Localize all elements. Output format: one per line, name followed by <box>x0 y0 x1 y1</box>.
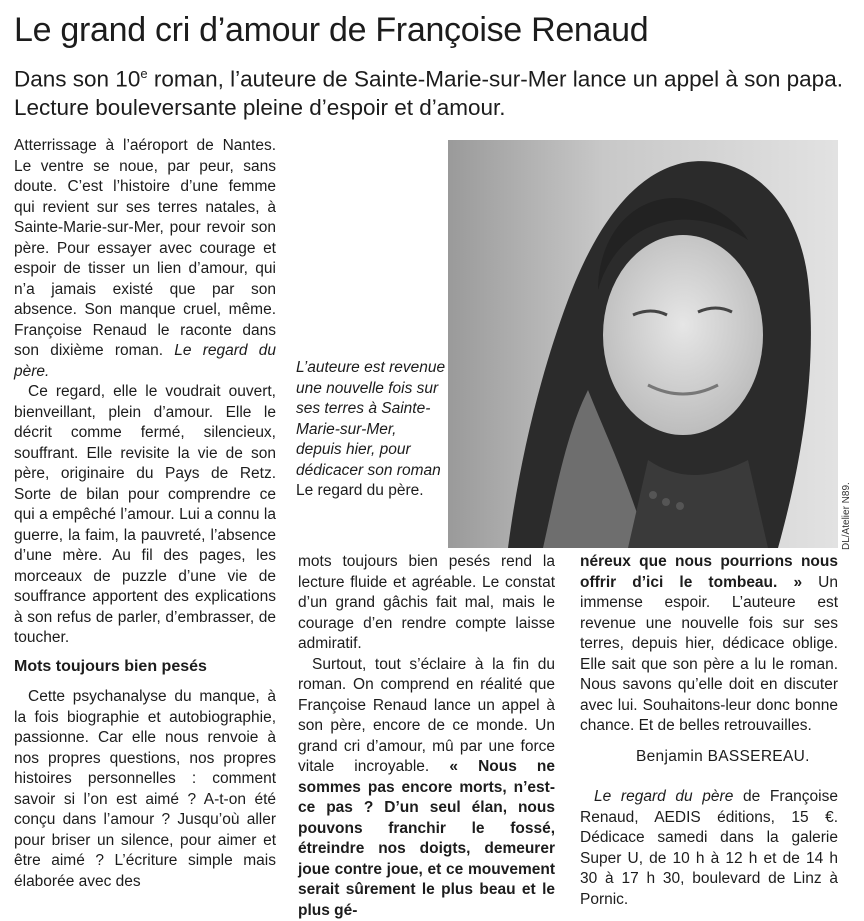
col3-paragraph-1 <box>580 552 838 737</box>
author-portrait-illustration <box>448 140 838 548</box>
col2-p2-text: Surtout, tout s’éclaire à la fin du roman. On comprend en réalité que Françoise Renaud lance un appel à son père, encore de ce monde. Un grand cri d’amour, mû par une force vitale incroyable. <box>298 656 555 776</box>
book-info <box>580 787 838 910</box>
article-column-1-continued <box>14 687 276 892</box>
author-photo <box>448 140 838 548</box>
photo-caption <box>296 358 446 502</box>
col1-paragraph-3: Cette psychanalyse du manque, à la fois biographie et autobiographie, passionne. Car elle nous renvoie à nos propres questions, nos propres histoires personnelles : comment savoir si l’on est aimé ? A-t-on été conçu dans l’amour ? Jusqu’où aller pour briser un silence, pour aimer et être aimé ? L’écriture simple mais élaborée avec des <box>14 687 276 892</box>
col3-p1-text: Un immense espoir. L’auteure est revenue une nouvelle fois sur ses terres, depuis hier, dédicace oblige. Elle sait que son père a lu le roman. Nous savons qu’elle doit en discuter avec lui. Souhaitons-leur donc bonne chance. Et de belles retrouvailles. <box>580 574 838 735</box>
caption-book-title: Le regard du père. <box>296 482 424 499</box>
subheading: Mots toujours bien pesés <box>14 657 207 677</box>
headline: Le grand cri d’amour de Françoise Renaud <box>14 8 854 52</box>
photo-credit <box>836 380 856 550</box>
col1-paragraph-2: Ce regard, elle le voudrait ouvert, bienveillant, plein d’amour. Elle le décrit comme fermé, silencieux, souffrant. Elle revisite la vie de son père, originaire du Pays de Retz. Sorte de bilan pour comprendre ce qui a empêché l’amour. Lui a connu la guerre, la faim, la pauvreté, l’absence d’une mère. Au fil des pages, les morceaux de puzzle d’une vie de souffrance apportent des explications à son refus de parler, d’embrasser, de toucher. <box>14 382 276 649</box>
article-column-2 <box>298 552 555 921</box>
standfirst <box>14 60 854 122</box>
col2-paragraph-2 <box>298 655 555 921</box>
book-info-details: de Françoise Renaud, AEDIS éditions, 15 €. Dédicace samedi dans la galerie Super U, de 10 h à 12 h et de 14 h 30 à 17 h 30, boulevard de Linz à Pornic. <box>580 788 838 908</box>
col3-quote-end: néreux que nous pourrions nous offrir d’ici le tombeau. » <box>580 553 838 591</box>
col1-p1-text: Atterrissage à l’aéroport de Nantes. Le ventre se noue, par peur, sans doute. C’est l’histoire d’une femme qui revient sur ses terres natales, à Sainte-Marie-sur-Mer, pour revoir son père. Pour essayer avec courage et espoir de tisser un lien d’amour, qui n’a jamais existé que par son absence. Son manque cruel, même. Françoise Renaud le raconte dans son dixième roman. <box>14 137 276 359</box>
col2-paragraph-1: mots toujours bien pesés rend la lecture fluide et agréable. Le constat d’un grand gâchis fait mal, mais le courage d’en rendre compte laisse admiratif. <box>298 552 555 655</box>
article-column-1 <box>14 136 276 649</box>
caption-text: L’auteure est revenue une nouvelle fois sur ses terres à Sainte-Marie-sur-Mer, depuis hier, pour dédicacer son roman <box>296 359 445 479</box>
standfirst-end: roman, l’auteure de Sainte-Marie-sur-Mer lance un appel à son papa. Lecture bouleversante pleine d’espoir et d’amour. <box>14 67 843 120</box>
book-info-title: Le regard du père <box>594 788 733 805</box>
standfirst-start: Dans son 10 <box>14 67 140 92</box>
author-signature: Benjamin BASSEREAU. <box>636 747 810 767</box>
col1-p1-book-title: Le regard du père. <box>14 342 276 380</box>
photo-credit-text: DL/Atelier N89. <box>841 482 852 550</box>
col2-quote: « Nous ne sommes pas encore morts, n’est-ce pas ? D’un seul élan, nous pouvons franchir le fossé, étreindre nos doigts, demeurer joue contre joue, et ce mouvement serait sûrement le plus beau et le plus gé- <box>298 758 555 919</box>
col1-paragraph-1 <box>14 136 276 382</box>
standfirst-superscript: e <box>140 66 147 81</box>
article-column-3 <box>580 552 838 737</box>
